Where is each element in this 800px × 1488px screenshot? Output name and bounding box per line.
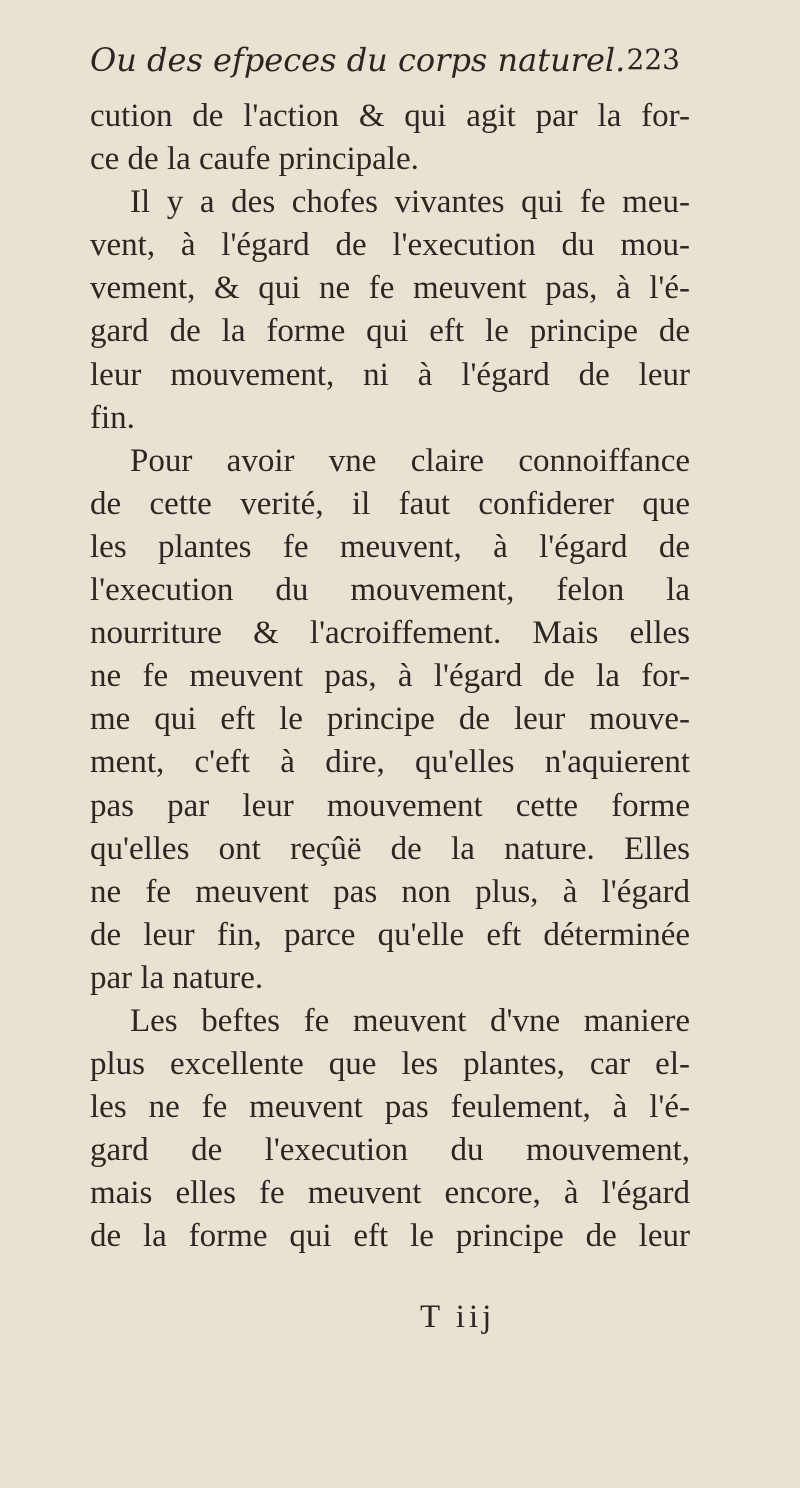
- text-line: Il y a des chofes vivantes qui fe meu-: [130, 184, 690, 221]
- text-line: cution de l'action & qui agit par la for-: [90, 98, 690, 134]
- body-text: [90, 95, 690, 1259]
- text-line: plus excellente que les plantes, car el-: [90, 1046, 690, 1083]
- text-line: Les beftes fe meuvent d'vne maniere: [130, 1002, 690, 1039]
- text-line: nourriture & l'acroiffement. Mais elles: [90, 615, 690, 652]
- text-line: leur mouvement, ni à l'égard de leur: [90, 356, 690, 393]
- page-header: [90, 30, 680, 90]
- text-line: ne fe meuvent pas non plus, à l'égard: [90, 873, 690, 910]
- text-line: ne fe meuvent pas, à l'égard de la for-: [90, 658, 690, 695]
- text-line: de la forme qui eft le principe de leur: [90, 1218, 690, 1255]
- page-number: 223: [626, 43, 680, 76]
- text-line: gard de l'execution du mouvement,: [90, 1132, 690, 1169]
- text-line: mais elles fe meuvent encore, à l'égard: [90, 1175, 690, 1212]
- running-title: Ou des efpeces du corps naturel.: [90, 41, 626, 79]
- text-line: vement, & qui ne fe meuvent pas, à l'é-: [90, 270, 690, 307]
- text-line: de cette verité, il faut confiderer que: [90, 485, 690, 522]
- text-line: Pour avoir vne claire connoiffance: [130, 442, 690, 479]
- text-line: qu'elles ont reçûë de la nature. Elles: [90, 830, 690, 867]
- text-line: de leur fin, parce qu'elle eft déterminée: [90, 916, 690, 953]
- text-line: gard de la forme qui eft le principe de: [90, 313, 690, 350]
- text-line: les ne fe meuvent pas feulement, à l'é-: [90, 1089, 690, 1126]
- text-line: me qui eft le principe de leur mouve-: [90, 701, 690, 738]
- text-line: fin.: [90, 399, 135, 436]
- text-line: ce de la caufe principale.: [90, 141, 419, 178]
- text-line: l'execution du mouvement, felon la: [90, 572, 690, 609]
- text-line: vent, à l'égard de l'execution du mou-: [90, 227, 690, 264]
- text-line: par la nature.: [90, 959, 264, 996]
- signature-mark: T iij: [420, 1299, 496, 1335]
- text-line: ment, c'eft à dire, qu'elles n'aquierent: [90, 744, 690, 781]
- text-line: pas par leur mouvement cette forme: [90, 787, 690, 824]
- text-line: les plantes fe meuvent, à l'égard de: [90, 528, 690, 565]
